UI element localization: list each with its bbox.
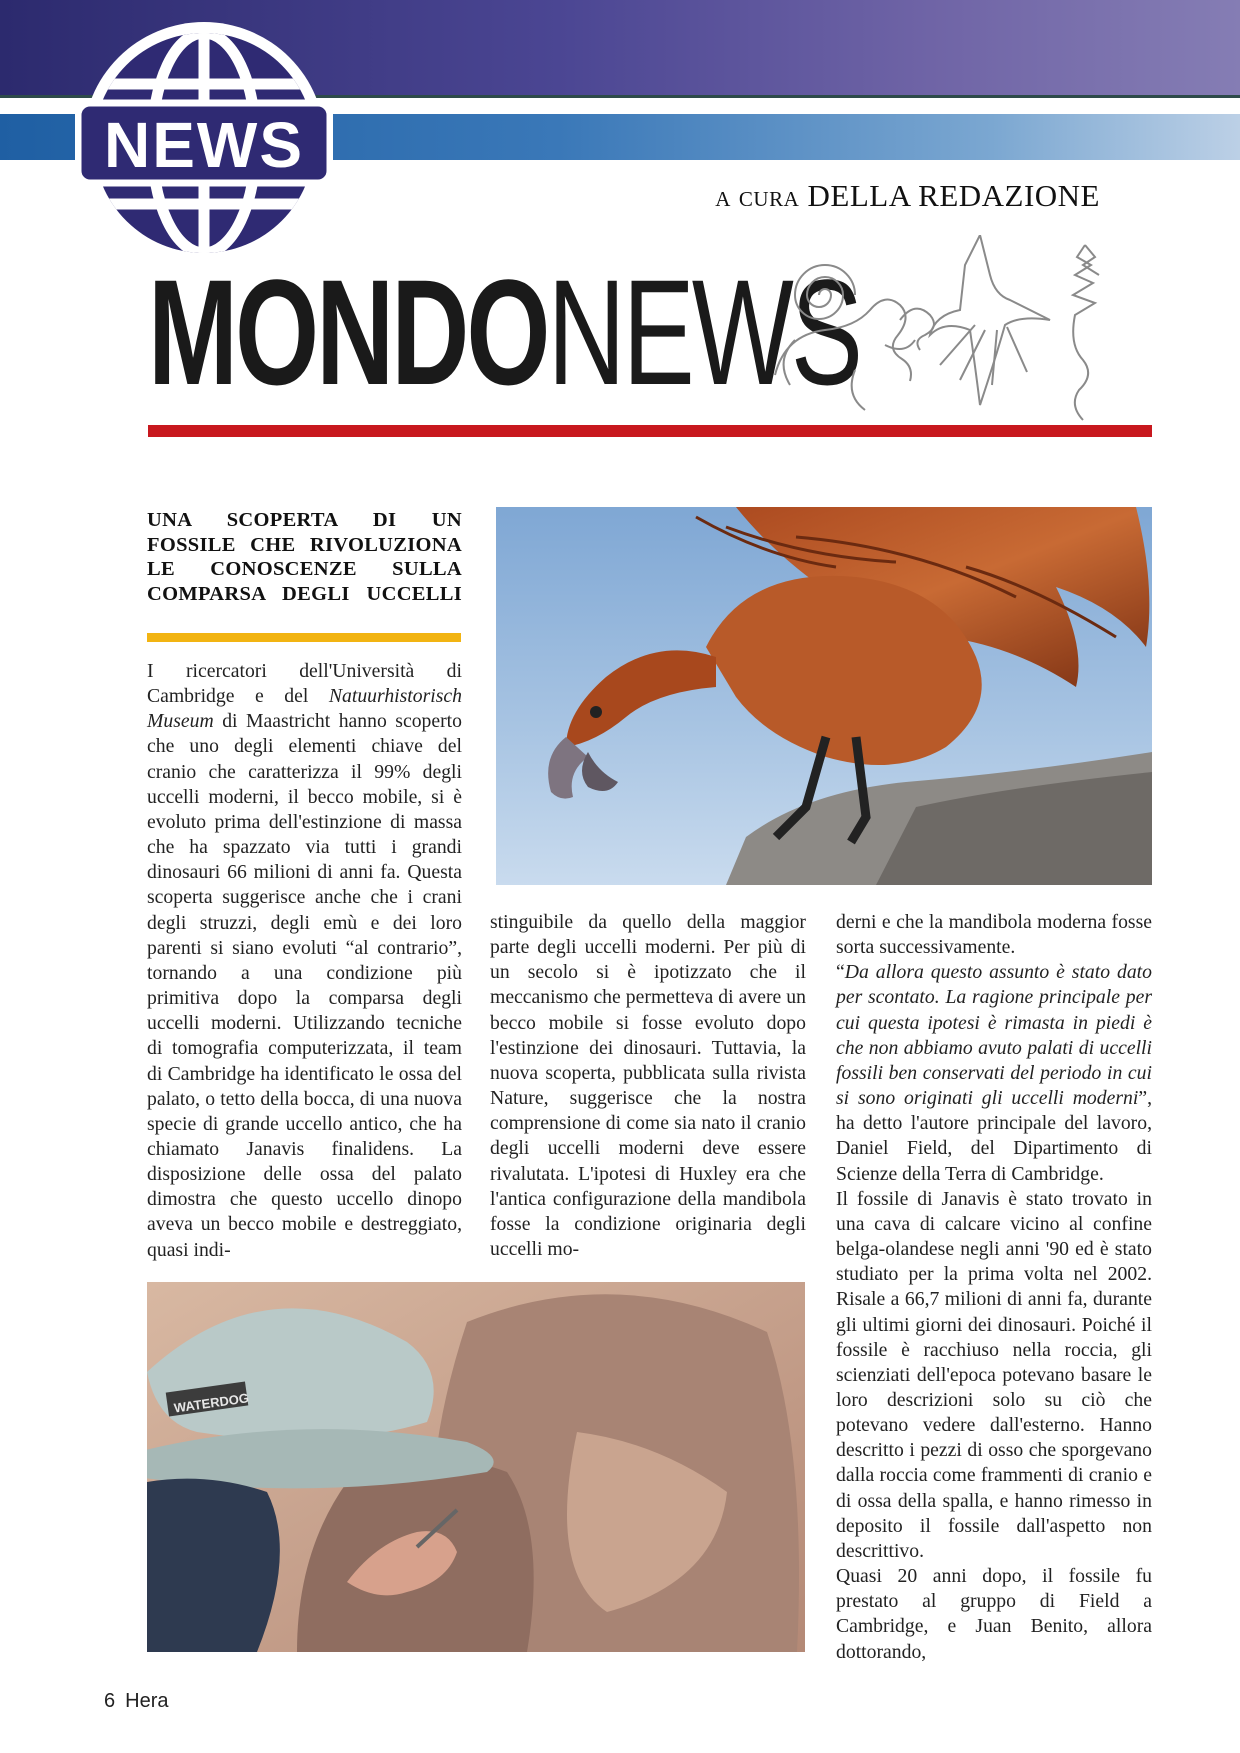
byline-small: a cura bbox=[715, 180, 800, 213]
hat-brand-label: WATERDOG bbox=[172, 1390, 250, 1416]
quote-paragraph bbox=[836, 960, 1152, 1186]
quote-mark: “ bbox=[836, 961, 845, 984]
article-column-2 bbox=[490, 910, 806, 1262]
museum-name: Natuurhistorisch Museum bbox=[147, 685, 462, 733]
byline-main: DELLA REDAZIONE bbox=[807, 178, 1100, 213]
paragraph: stinguibile da quello della maggior parte degli uccelli moderni. Per più di un secolo si è ipotizzato che il meccanismo che permetteva di avere un becco mobile si fosse evoluto dopo l'estinzione dei dinosauri. Tuttavia, la nuova scoperta, pubblicata sulla rivista Nature, suggerisce che la nostra comprensione di come sia nato il cranio degli uccelli moderni deve essere rivalutata. L'ipotesi di Huxley era che l'antica configurazione della mandibola fosse la condizione originaria degli uccelli mo- bbox=[490, 911, 806, 1261]
paragraph bbox=[147, 659, 462, 1263]
paragraph: derni e che la mandibola moderna fosse sorta successivamente. bbox=[836, 911, 1152, 959]
byline bbox=[600, 178, 1100, 214]
text-run: ”, ha detto l'autore principale del lavoro, Daniel Field, del Dipartimento di Scienze della Terra di Cambridge. bbox=[836, 1087, 1152, 1185]
article-column-3 bbox=[836, 910, 1152, 1665]
title-red-rule bbox=[148, 425, 1152, 437]
article-column-1 bbox=[147, 659, 462, 1263]
janavis-illustration-image bbox=[496, 507, 1152, 885]
magazine-name: Hera bbox=[125, 1690, 169, 1712]
article-headline: UNA SCOPERTA DI UN FOSSILE CHE RIVOLUZIONA LE CONOSCENZE SULLA COMPARSA DEGLI UCCELLI bbox=[147, 509, 462, 605]
logo-text: NEWS bbox=[104, 109, 304, 181]
title-thin-part: NEWS bbox=[547, 248, 861, 416]
quote-text: Da allora questo assunto è stato dato per scontato. La ragione principale per cui questa ipotesi è rimasta in piedi è che non abbiamo avuto palati di uccelli fossili ben conservati del periodo in cui si sono originati gli uccelli moderni bbox=[836, 961, 1152, 1110]
paragraph: Quasi 20 anni dopo, il fossile fu prestato al gruppo di Field a Cambridge, e Juan Benito, allora dottorando, bbox=[836, 1565, 1152, 1663]
paragraph: Il fossile di Janavis è stato trovato in una cava di calcare vicino al confine belga-olandese negli anni '90 ed è stato studiato per la prima volta nel 2002. Risale a 66,7 milioni di anni fa, durante gli ultimi giorni dei dinosauri. Poiché il fossile è racchiuso nella roccia, gli scienziati dell'epoca potevano basare le loro descrizioni solo su ciò che potevano vedere dall'esterno. Hanno descritto i pezzi di osso che sporgevano dalla roccia come frammenti di cranio e di ossa della spalla, e hanno rimesso in deposito il fossile dall'aspetto non descrittivo. bbox=[836, 1187, 1152, 1562]
page-footer bbox=[104, 1690, 178, 1713]
globe-news-logo bbox=[75, 18, 333, 268]
nazca-lines-illustration bbox=[735, 235, 1115, 425]
fossil-excavation-photo bbox=[147, 1282, 805, 1652]
page-number: 6 bbox=[104, 1690, 116, 1712]
text-run: I ricercatori dell'Università di Cambridge e del bbox=[147, 660, 462, 708]
headline-yellow-rule bbox=[147, 633, 461, 642]
title-bold-part: MONDO bbox=[148, 248, 548, 416]
text-run: di Maastricht hanno scoperto che uno degli elementi chiave del cranio che caratterizza il 99% degli uccelli moderni, il becco mobile, si è evoluto prima dell'estinzione di massa che ha spazzato via tutti i grandi dinosauri 66 milioni di anni fa. Questa scoperta suggerisce anche che i crani degli struzzi, degli emù e dei loro parenti si siano evoluti “al contrario”, tornando a una condizione più primitiva dopo la comparsa degli uccelli moderni. Utilizzando tecniche di tomografia computerizzata, il team di Cambridge ha identificato le ossa del palato, o tetto della bocca, di una nuova specie di grande uccello antico, che ha chiamato Janavis finalidens. La disposizione delle ossa del palato dimostra che questo uccello dinopo aveva un becco mobile e destreggiato, quasi indi- bbox=[147, 710, 462, 1261]
